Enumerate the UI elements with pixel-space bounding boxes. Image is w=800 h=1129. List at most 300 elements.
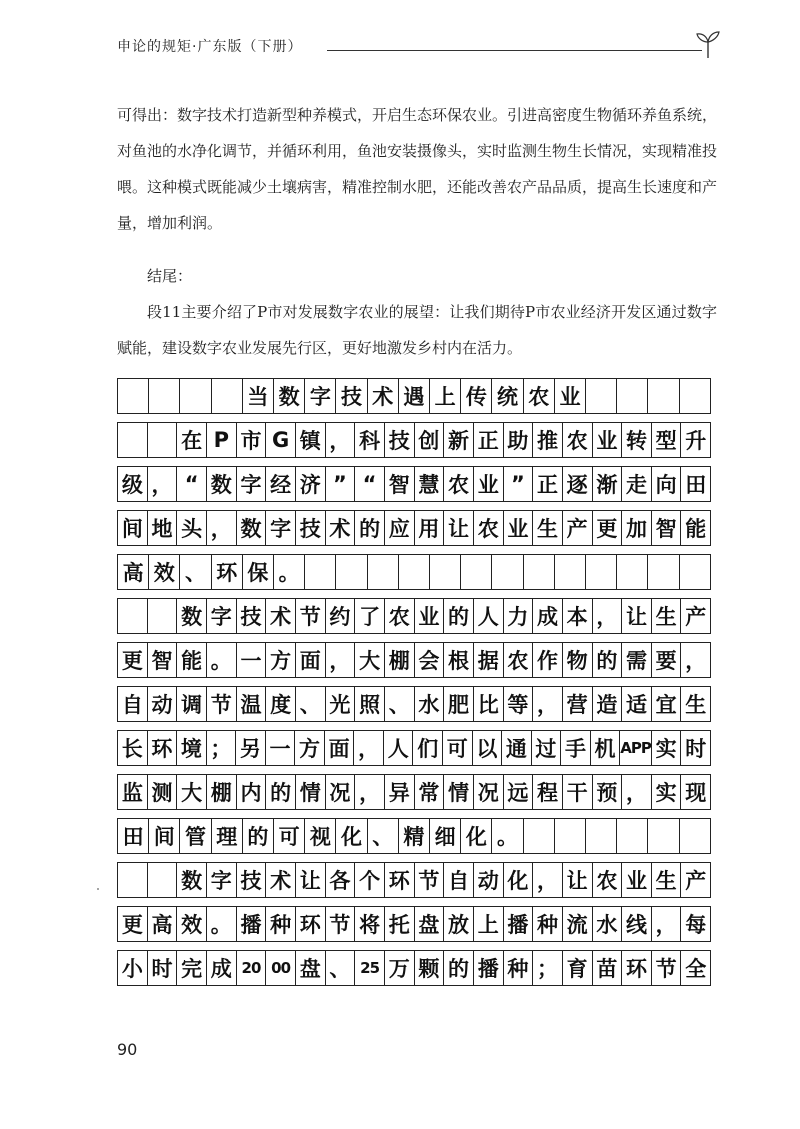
grid-cell: 全: [681, 951, 711, 985]
grid-cell: 棚: [207, 775, 237, 809]
grid-cell: 度: [266, 687, 296, 721]
prose-block-summary: [117, 294, 717, 366]
grid-cell: 技: [237, 599, 267, 633]
grid-cell: 预: [593, 775, 623, 809]
grid-cell: 水: [593, 907, 623, 941]
grid-row: [117, 554, 711, 590]
grid-cell: 们: [413, 731, 443, 765]
grid-cell: 个: [355, 863, 385, 897]
grid-cell: 科: [355, 423, 385, 457]
grid-cell: [586, 379, 617, 413]
grid-cell: 数: [177, 863, 207, 897]
grid-cell: 面: [296, 643, 326, 677]
grid-cell: 高: [148, 907, 178, 941]
grid-cell: 完: [177, 951, 207, 985]
ending-label: 结尾：: [147, 267, 193, 285]
grid-cell: 况: [326, 775, 356, 809]
grid-cell: 颗: [415, 951, 445, 985]
grid-cell: 的: [266, 775, 296, 809]
grid-cell: 当: [243, 379, 274, 413]
grid-cell: 、: [385, 687, 415, 721]
paragraph-summary: 段11主要介绍了P市对发展数字农业的展望：让我们期待P市农业经济开发区通过数字赋能，建设数字农业发展先行区，更好地激发乡村内在活力。: [117, 303, 717, 357]
grid-cell: 棚: [385, 643, 415, 677]
grid-cell: 环: [148, 731, 178, 765]
grid-cell: 管: [180, 819, 211, 853]
grid-cell: 将: [355, 907, 385, 941]
grid-cell: ，: [355, 775, 385, 809]
grid-cell: 产: [681, 599, 711, 633]
grid-cell: 小: [118, 951, 148, 985]
grid-cell: 更: [593, 511, 623, 545]
grid-cell: 自: [444, 863, 474, 897]
grid-cell: [680, 819, 711, 853]
grid-cell: APP: [620, 731, 652, 765]
grid-cell: 视: [305, 819, 336, 853]
grid-cell: 数: [207, 467, 237, 501]
grid-cell: 生: [652, 599, 682, 633]
grid-cell: 的: [444, 951, 474, 985]
grid-cell: [336, 555, 367, 589]
grid-cell: 本: [563, 599, 593, 633]
grid-cell: 根: [444, 643, 474, 677]
grid-cell: 正: [533, 467, 563, 501]
grid-cell: 动: [148, 687, 178, 721]
grid-cell: 作: [533, 643, 563, 677]
grid-cell: 照: [355, 687, 385, 721]
grid-cell: 让: [296, 863, 326, 897]
grid-cell: ”: [326, 467, 356, 501]
grid-cell: “: [177, 467, 207, 501]
grid-cell: 实: [652, 775, 682, 809]
grid-cell: 节: [207, 687, 237, 721]
grid-cell: 自: [118, 687, 148, 721]
grid-cell: 面: [325, 731, 355, 765]
grid-cell: 技: [385, 423, 415, 457]
grid-cell: 放: [444, 907, 474, 941]
grid-cell: 托: [385, 907, 415, 941]
grid-cell: 20: [237, 951, 267, 985]
grid-cell: 智: [148, 643, 178, 677]
grid-cell: 大: [177, 775, 207, 809]
grid-row: [117, 510, 711, 546]
grid-cell: [524, 819, 555, 853]
grid-cell: 智: [385, 467, 415, 501]
grid-cell: 的: [593, 643, 623, 677]
grid-cell: ，: [593, 599, 623, 633]
grid-cell: 业: [415, 599, 445, 633]
grid-row: [117, 730, 711, 766]
grid-row: [117, 862, 711, 898]
grid-cell: [648, 819, 679, 853]
grid-cell: 型: [652, 423, 682, 457]
grid-cell: 田: [681, 467, 711, 501]
grid-cell: [430, 555, 461, 589]
grid-cell: 方: [295, 731, 325, 765]
grid-row: [117, 598, 711, 634]
grid-cell: 向: [652, 467, 682, 501]
grid-cell: 农: [444, 467, 474, 501]
grid-cell: [212, 379, 243, 413]
grid-cell: 化: [336, 819, 367, 853]
grid-cell: 市: [237, 423, 267, 457]
grid-cell: 地: [148, 511, 178, 545]
grid-row: [117, 818, 711, 854]
grid-cell: 效: [177, 907, 207, 941]
grid-cell: 业: [593, 423, 623, 457]
grid-cell: 让: [563, 863, 593, 897]
grid-cell: 成: [533, 599, 563, 633]
grid-cell: 肥: [444, 687, 474, 721]
grid-cell: 技: [336, 379, 367, 413]
grid-cell: 测: [148, 775, 178, 809]
grid-row: [117, 906, 711, 942]
grid-cell: 盘: [296, 951, 326, 985]
grid-cell: 物: [563, 643, 593, 677]
grid-cell: 细: [430, 819, 461, 853]
grid-cell: 农: [504, 643, 534, 677]
grid-cell: [148, 599, 178, 633]
grid-cell: 节: [652, 951, 682, 985]
grid-cell: 理: [212, 819, 243, 853]
grid-cell: [617, 555, 648, 589]
grid-cell: 程: [533, 775, 563, 809]
grid-cell: 的: [355, 511, 385, 545]
grid-cell: 业: [622, 863, 652, 897]
grid-cell: 适: [622, 687, 652, 721]
sprout-icon: [694, 30, 722, 60]
grid-cell: 苗: [593, 951, 623, 985]
grid-cell: 生: [681, 687, 711, 721]
page-number: 90: [117, 1040, 138, 1059]
running-header: [117, 30, 722, 70]
grid-cell: 宜: [652, 687, 682, 721]
grid-cell: ，: [326, 643, 356, 677]
grid-cell: 高: [118, 555, 149, 589]
grid-cell: 情: [444, 775, 474, 809]
grid-cell: 级: [118, 467, 148, 501]
grid-cell: 了: [355, 599, 385, 633]
grid-cell: 线: [622, 907, 652, 941]
grid-cell: 万: [385, 951, 415, 985]
grid-cell: [680, 555, 711, 589]
grid-cell: 况: [474, 775, 504, 809]
grid-cell: 机: [591, 731, 621, 765]
grid-cell: 异: [385, 775, 415, 809]
grid-cell: 力: [504, 599, 534, 633]
grid-cell: 逐: [563, 467, 593, 501]
grid-cell: ”: [504, 467, 534, 501]
grid-cell: 、: [180, 555, 211, 589]
grid-cell: 节: [296, 599, 326, 633]
grid-cell: [118, 423, 148, 457]
grid-cell: 农: [524, 379, 555, 413]
grid-cell: 、: [326, 951, 356, 985]
grid-cell: 环: [296, 907, 326, 941]
grid-cell: 光: [326, 687, 356, 721]
grid-cell: 播: [237, 907, 267, 941]
grid-cell: ，: [354, 731, 384, 765]
grid-cell: 、: [368, 819, 399, 853]
grid-cell: [368, 555, 399, 589]
grid-cell: 保: [243, 555, 274, 589]
grid-cell: 新: [444, 423, 474, 457]
grid-cell: 手: [561, 731, 591, 765]
grid-cell: 流: [563, 907, 593, 941]
grid-cell: 数: [177, 599, 207, 633]
grid-cell: 字: [207, 599, 237, 633]
grid-cell: 升: [681, 423, 711, 457]
grid-cell: 能: [177, 643, 207, 677]
grid-cell: 温: [237, 687, 267, 721]
grid-cell: [617, 379, 648, 413]
grid-cell: 更: [118, 643, 148, 677]
grid-cell: 统: [492, 379, 523, 413]
grid-cell: 间: [118, 511, 148, 545]
grid-cell: 济: [296, 467, 326, 501]
grid-cell: 遇: [399, 379, 430, 413]
grid-cell: 农: [593, 863, 623, 897]
grid-cell: [180, 379, 211, 413]
grid-row: [117, 422, 711, 458]
grid-cell: ，: [652, 907, 682, 941]
grid-cell: 造: [593, 687, 623, 721]
grid-cell: 生: [533, 511, 563, 545]
grid-cell: ，: [622, 775, 652, 809]
grid-cell: 等: [504, 687, 534, 721]
grid-cell: 技: [237, 863, 267, 897]
grid-cell: 加: [622, 511, 652, 545]
grid-cell: 一: [237, 643, 267, 677]
grid-cell: 节: [326, 907, 356, 941]
grid-cell: [399, 555, 430, 589]
paragraph-conclusion: 可得出：数字技术打造新型种养模式，开启生态环保农业。引进高密度生物循环养鱼系统，对鱼池的水净化调节，并循环利用，鱼池安装摄像头，实时监测生物生长情况，实现精准投喂。这种模式既能减少土壤病害，精准控制水肥，还能改善农产品品质，提高生长速度和产量，增加利润。: [117, 106, 718, 232]
grid-cell: 术: [266, 599, 296, 633]
grid-cell: 水: [415, 687, 445, 721]
grid-cell: 25: [355, 951, 385, 985]
grid-cell: 种: [504, 951, 534, 985]
grid-cell: 术: [368, 379, 399, 413]
grid-cell: ；: [207, 731, 237, 765]
grid-cell: 境: [177, 731, 207, 765]
grid-cell: 。: [207, 643, 237, 677]
grid-cell: 人: [384, 731, 414, 765]
grid-cell: [555, 555, 586, 589]
grid-cell: 成: [207, 951, 237, 985]
grid-cell: ；: [533, 951, 563, 985]
grid-cell: ，: [326, 423, 356, 457]
grid-cell: 智: [652, 511, 682, 545]
grid-cell: 业: [474, 467, 504, 501]
grid-cell: 正: [474, 423, 504, 457]
grid-cell: [524, 555, 555, 589]
grid-cell: 环: [622, 951, 652, 985]
grid-cell: ，: [533, 863, 563, 897]
prose-block-1: [117, 97, 717, 241]
grid-cell: [680, 379, 711, 413]
grid-cell: 每: [681, 907, 711, 941]
grid-cell: 环: [385, 863, 415, 897]
grid-cell: 通: [502, 731, 532, 765]
grid-cell: 经: [266, 467, 296, 501]
grid-cell: 间: [149, 819, 180, 853]
grid-cell: [586, 819, 617, 853]
grid-cell: 产: [563, 511, 593, 545]
grid-cell: 监: [118, 775, 148, 809]
grid-cell: 用: [415, 511, 445, 545]
grid-cell: 农: [474, 511, 504, 545]
grid-cell: 让: [622, 599, 652, 633]
grid-cell: 环: [212, 555, 243, 589]
grid-cell: 动: [474, 863, 504, 897]
grid-cell: 长: [118, 731, 148, 765]
grid-cell: [305, 555, 336, 589]
grid-cell: 远: [504, 775, 534, 809]
grid-cell: [149, 379, 180, 413]
grid-cell: 情: [296, 775, 326, 809]
header-rule: [327, 50, 702, 51]
grid-row: [117, 774, 711, 810]
grid-row: [117, 950, 711, 986]
grid-cell: 播: [474, 951, 504, 985]
grid-row: [117, 466, 711, 502]
grid-cell: [586, 555, 617, 589]
grid-cell: 调: [177, 687, 207, 721]
grid-cell: [148, 423, 178, 457]
grid-cell: 创: [415, 423, 445, 457]
grid-cell: ，: [148, 467, 178, 501]
grid-cell: 数: [237, 511, 267, 545]
grid-cell: 过: [532, 731, 562, 765]
grid-cell: [648, 555, 679, 589]
grid-cell: 的: [243, 819, 274, 853]
grid-cell: ，: [681, 643, 711, 677]
grid-cell: 精: [399, 819, 430, 853]
grid-cell: 00: [266, 951, 296, 985]
grid-cell: 会: [415, 643, 445, 677]
grid-cell: 能: [681, 511, 711, 545]
grid-cell: 转: [622, 423, 652, 457]
grid-cell: 效: [149, 555, 180, 589]
grid-cell: 让: [444, 511, 474, 545]
grid-cell: 在: [177, 423, 207, 457]
grid-cell: 可: [443, 731, 473, 765]
grid-cell: 内: [237, 775, 267, 809]
scan-speck: [97, 888, 99, 890]
grid-cell: 另: [236, 731, 266, 765]
grid-cell: 头: [177, 511, 207, 545]
grid-cell: 。: [492, 819, 523, 853]
grid-cell: 应: [385, 511, 415, 545]
grid-cell: 上: [430, 379, 461, 413]
grid-cell: 上: [474, 907, 504, 941]
grid-cell: 实: [652, 731, 682, 765]
grid-cell: 约: [326, 599, 356, 633]
grid-cell: 走: [622, 467, 652, 501]
grid-cell: 术: [326, 511, 356, 545]
grid-cell: 以: [473, 731, 503, 765]
grid-cell: 字: [266, 511, 296, 545]
grid-cell: 渐: [593, 467, 623, 501]
grid-cell: 播: [504, 907, 534, 941]
composition-grid: [117, 378, 711, 994]
grid-cell: [118, 599, 148, 633]
grid-cell: 现: [681, 775, 711, 809]
grid-cell: 比: [474, 687, 504, 721]
grid-cell: 种: [266, 907, 296, 941]
grid-cell: 字: [207, 863, 237, 897]
grid-cell: 时: [681, 731, 711, 765]
grid-cell: [148, 863, 178, 897]
grid-cell: 字: [305, 379, 336, 413]
grid-cell: 。: [207, 907, 237, 941]
grid-cell: 营: [563, 687, 593, 721]
grid-cell: 慧: [415, 467, 445, 501]
grid-cell: [617, 819, 648, 853]
grid-cell: ，: [533, 687, 563, 721]
grid-cell: 方: [266, 643, 296, 677]
grid-cell: 农: [385, 599, 415, 633]
grid-cell: 业: [504, 511, 534, 545]
grid-cell: 各: [326, 863, 356, 897]
grid-cell: G: [266, 423, 296, 457]
grid-cell: ，: [207, 511, 237, 545]
grid-cell: 的: [444, 599, 474, 633]
grid-cell: P: [207, 423, 237, 457]
grid-cell: [118, 379, 149, 413]
grid-cell: 术: [266, 863, 296, 897]
grid-cell: 常: [415, 775, 445, 809]
grid-cell: 化: [461, 819, 492, 853]
grid-cell: 要: [652, 643, 682, 677]
grid-row: [117, 378, 711, 414]
grid-cell: 更: [118, 907, 148, 941]
grid-cell: 助: [504, 423, 534, 457]
grid-cell: 生: [652, 863, 682, 897]
grid-cell: 时: [148, 951, 178, 985]
grid-cell: 字: [237, 467, 267, 501]
grid-cell: 。: [274, 555, 305, 589]
grid-cell: 人: [474, 599, 504, 633]
grid-cell: 一: [266, 731, 296, 765]
grid-cell: 数: [274, 379, 305, 413]
grid-cell: 产: [681, 863, 711, 897]
grid-cell: 干: [563, 775, 593, 809]
grid-row: [117, 686, 711, 722]
grid-cell: 技: [296, 511, 326, 545]
grid-cell: 、: [296, 687, 326, 721]
grid-cell: [118, 863, 148, 897]
grid-cell: 业: [555, 379, 586, 413]
grid-cell: 推: [533, 423, 563, 457]
grid-cell: 需: [622, 643, 652, 677]
grid-cell: [492, 555, 523, 589]
grid-cell: 育: [563, 951, 593, 985]
grid-cell: 据: [474, 643, 504, 677]
grid-row: [117, 642, 711, 678]
grid-cell: 田: [118, 819, 149, 853]
grid-cell: [555, 819, 586, 853]
grid-cell: 盘: [415, 907, 445, 941]
grid-cell: “: [355, 467, 385, 501]
grid-cell: 化: [504, 863, 534, 897]
grid-cell: 节: [415, 863, 445, 897]
book-title: 申论的规矩·广东版（下册）: [117, 39, 303, 55]
grid-cell: 大: [355, 643, 385, 677]
grid-cell: 镇: [296, 423, 326, 457]
grid-cell: [461, 555, 492, 589]
grid-cell: [648, 379, 679, 413]
grid-cell: 传: [461, 379, 492, 413]
